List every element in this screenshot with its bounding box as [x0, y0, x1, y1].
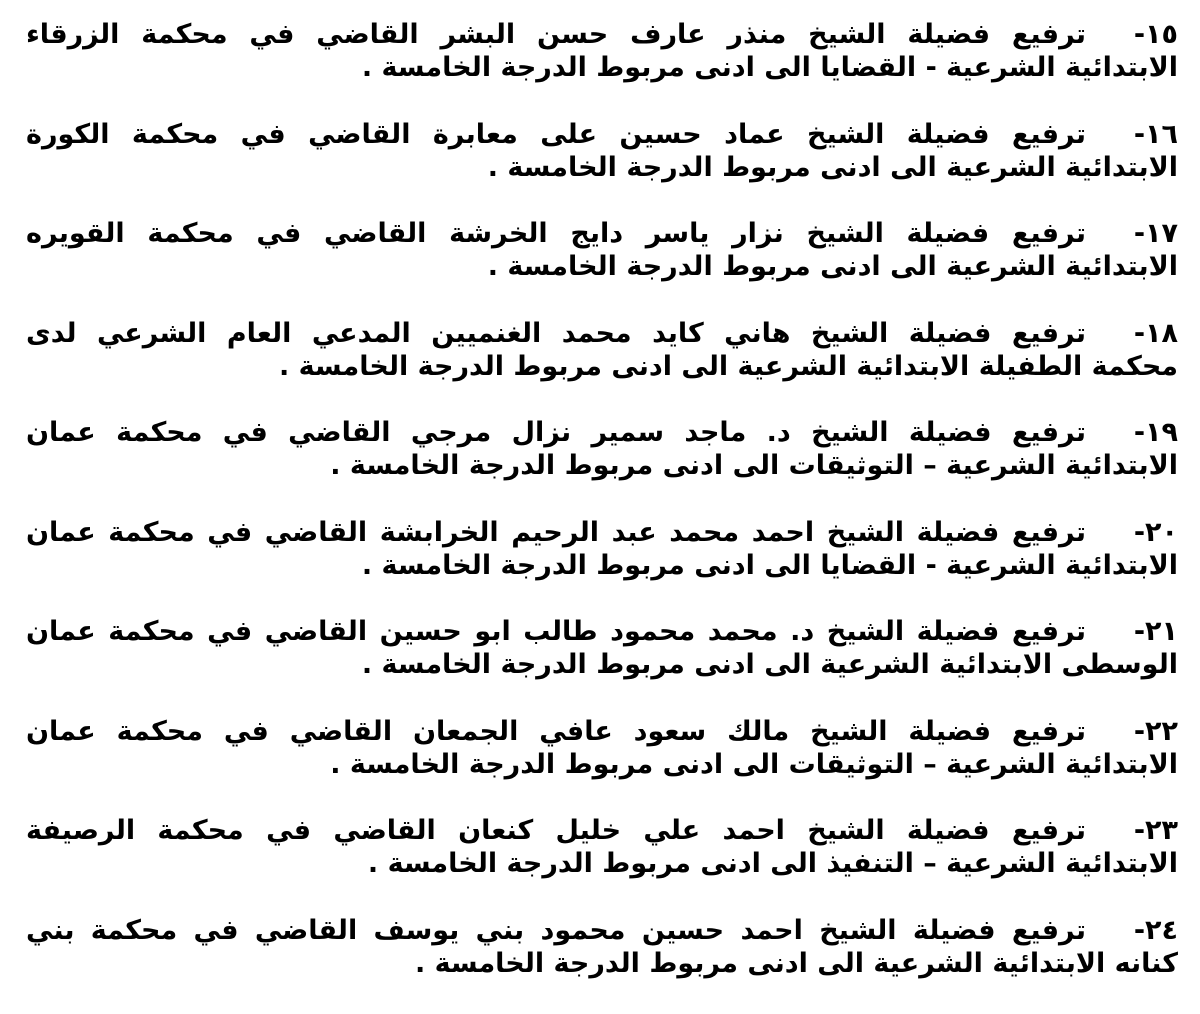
- decisions-list: [26, 18, 1178, 1013]
- item-line-1: ترفيع فضيلة الشيخ نزار ياسر دايج الخرشة القاضي في محكمة القويره: [26, 218, 1086, 249]
- item-number: ١٥-: [1133, 19, 1178, 50]
- item-line-2: محكمة الطفيلة الابتدائية الشرعية الى ادنى مربوط الدرجة الخامسة .: [279, 350, 1178, 382]
- item-number: ٢٣-: [1133, 815, 1178, 846]
- item-line-1: ترفيع فضيلة الشيخ عماد حسين على معابرة القاضي في محكمة الكورة: [26, 118, 1086, 150]
- item-line-1: ترفيع فضيلة الشيخ مالك سعود عافي الجمعان القاضي في محكمة عمان: [26, 715, 1086, 747]
- list-item: [26, 715, 1178, 815]
- item-line-2: كنانه الابتدائية الشرعية الى ادنى مربوط الدرجة الخامسة .: [414, 947, 1178, 979]
- item-line-1: ترفيع فضيلة الشيخ د. محمد محمود طالب ابو حسين القاضي في محكمة عمان: [26, 616, 1086, 647]
- item-number: ٢٤-: [1133, 914, 1178, 946]
- list-item: [26, 18, 1178, 118]
- item-line-2: الابتدائية الشرعية - القضايا الى ادنى مربوط الدرجة الخامسة .: [361, 549, 1178, 581]
- item-number: ١٦-: [1133, 118, 1178, 150]
- item-line-1: ترفيع فضيلة الشيخ احمد محمد عبد الرحيم الخرابشة القاضي في محكمة عمان: [26, 516, 1086, 548]
- list-item: [26, 217, 1178, 317]
- item-line-1: ترفيع فضيلة الشيخ منذر عارف حسن البشر القاضي في محكمة الزرقاء: [26, 19, 1086, 50]
- item-line-2: الابتدائية الشرعية الى ادنى مربوط الدرجة الخامسة .: [487, 251, 1178, 282]
- list-item: [26, 317, 1178, 417]
- item-number: ١٩-: [1133, 417, 1178, 448]
- list-item: [26, 814, 1178, 914]
- list-item: [26, 615, 1178, 715]
- list-item: [26, 416, 1178, 516]
- list-item: [26, 516, 1178, 616]
- item-line-2: الابتدائية الشرعية – التنفيذ الى ادنى مربوط الدرجة الخامسة .: [367, 848, 1178, 879]
- item-line-2: الوسطى الابتدائية الشرعية الى ادنى مربوط الدرجة الخامسة .: [361, 649, 1178, 680]
- item-line-2: الابتدائية الشرعية – التوثيقات الى ادنى مربوط الدرجة الخامسة .: [330, 748, 1178, 780]
- item-line-2: الابتدائية الشرعية الى ادنى مربوط الدرجة الخامسة .: [487, 151, 1178, 183]
- item-number: ١٨-: [1133, 317, 1178, 349]
- list-item: [26, 914, 1178, 1014]
- item-number: ٢٢-: [1133, 715, 1178, 747]
- item-line-1: ترفيع فضيلة الشيخ هاني كايد محمد الغنميين المدعي العام الشرعي لدى: [26, 317, 1086, 349]
- item-number: ١٧-: [1133, 218, 1178, 249]
- item-line-1: ترفيع فضيلة الشيخ احمد علي خليل كنعان القاضي في محكمة الرصيفة: [26, 815, 1086, 846]
- item-line-2: الابتدائية الشرعية – التوثيقات الى ادنى مربوط الدرجة الخامسة .: [330, 450, 1178, 481]
- item-line-1: ترفيع فضيلة الشيخ احمد حسين محمود بني يوسف القاضي في محكمة بني: [26, 914, 1086, 946]
- item-line-1: ترفيع فضيلة الشيخ د. ماجد سمير نزال مرجي القاضي في محكمة عمان: [26, 417, 1086, 448]
- item-line-2: الابتدائية الشرعية - القضايا الى ادنى مربوط الدرجة الخامسة .: [361, 52, 1178, 83]
- list-item: [26, 118, 1178, 218]
- item-number: ٢٠-: [1133, 516, 1178, 548]
- item-number: ٢١-: [1133, 616, 1178, 647]
